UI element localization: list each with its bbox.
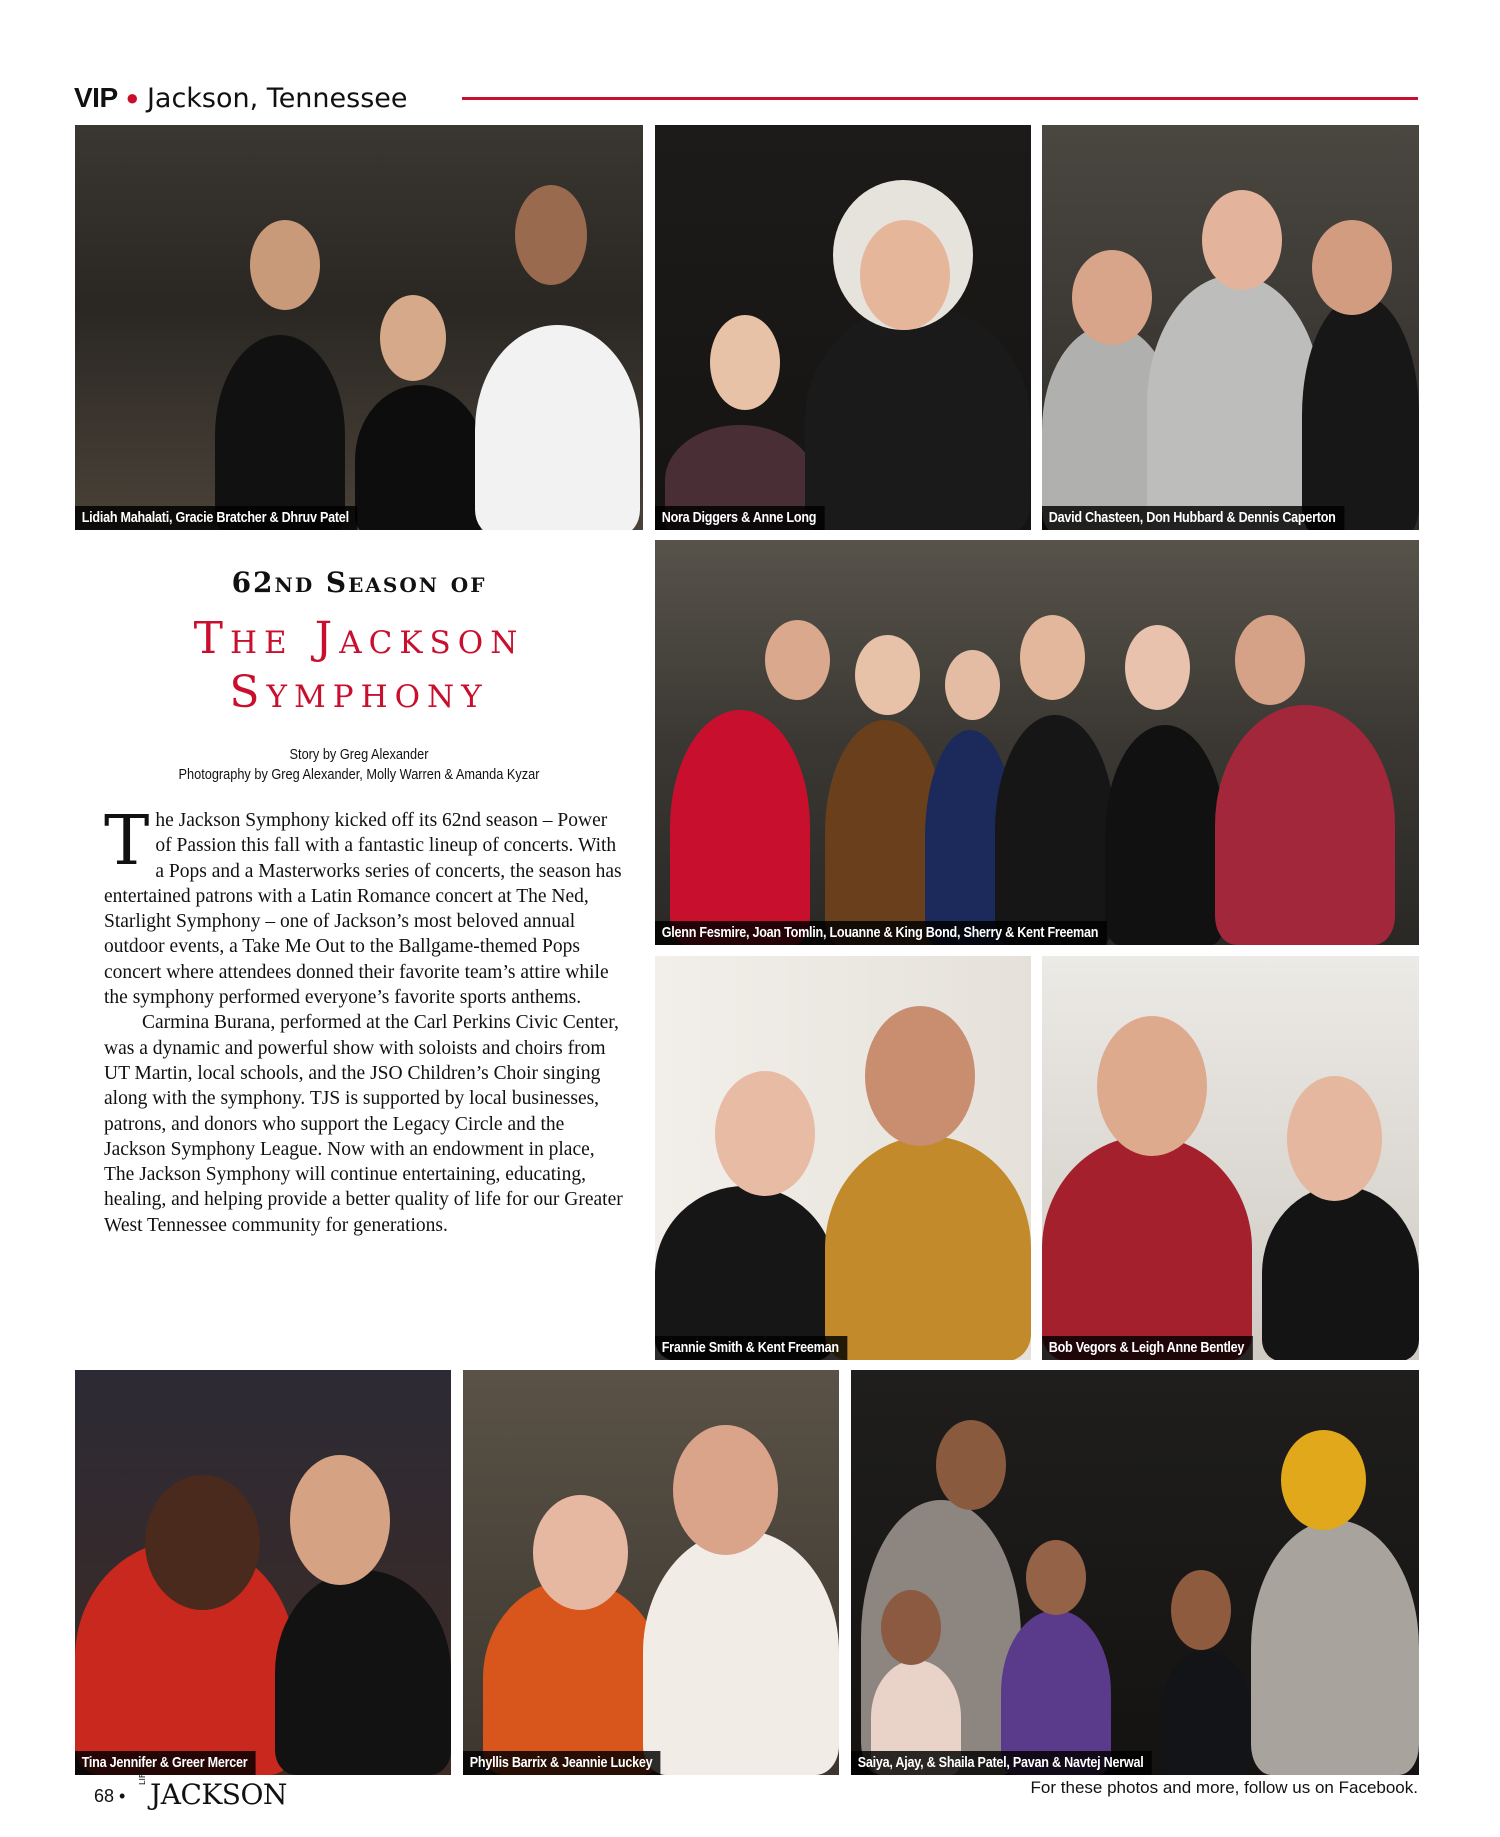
photo-7[interactable] <box>75 1370 451 1775</box>
article-body <box>104 802 624 1238</box>
photo-1[interactable] <box>75 125 643 530</box>
photo-caption: Phyllis Barrix & Jeannie Luckey <box>463 1751 661 1775</box>
title-line-1: The Jackson <box>193 613 525 664</box>
photo-9[interactable] <box>851 1370 1419 1775</box>
photo-caption: Bob Vegors & Leigh Anne Bentley <box>1042 1336 1253 1360</box>
photo-5[interactable] <box>655 956 1031 1360</box>
photo-credit: Photography by Greg Alexander, Molly Warren & Amanda Kyzar <box>178 766 540 783</box>
photo-6[interactable] <box>1042 956 1419 1360</box>
magazine-logo: JACKSON <box>150 1778 287 1811</box>
photo-3[interactable] <box>1042 125 1419 530</box>
section-label: VIP <box>74 82 118 113</box>
section-header <box>74 80 408 116</box>
bullet-dot: ● <box>125 85 139 110</box>
title-line-2: Symphony <box>229 667 489 718</box>
photo-caption: David Chasteen, Don Hubbard & Dennis Caperton <box>1042 506 1344 530</box>
article-title <box>74 612 644 720</box>
facebook-note: For these photos and more, follow us on Facebook. <box>1030 1778 1418 1797</box>
photo-2[interactable] <box>655 125 1031 530</box>
logo-small-text: LIFE <box>138 1768 147 1785</box>
photo-caption: Frannie Smith & Kent Freeman <box>655 1336 847 1360</box>
photo-caption: Nora Diggers & Anne Long <box>655 506 825 530</box>
paragraph-2: Carmina Burana, performed at the Carl Perkins Civic Center, was a dynamic and powerful show with soloists and choirs from UT Martin, local schools, and the JSO Children’s Choir singing along with the symphony. TJS is supported by local businesses, patrons, and donors who support the Legacy Circle and the Jackson Symphony League. Now with an endowment in place, The Jackson Symphony will continue entertaining, educating, healing, and helping provide a better quality of life for our Greater West Tennessee community for generations. <box>104 1012 623 1236</box>
paragraph-1-text: he Jackson Symphony kicked off its 62nd season – Power of Passion this fall with a fantastic lineup of concerts. With a Pops and a Masterworks series of concerts, the season has entertained patrons with a Latin Romance concert at The Ned, Starlight Symphony – one of Jackson’s most beloved annual outdoor events, a Take Me Out to the Ballgame-themed Pops concert where attendees donned their favorite team’s attire while the symphony performed everyone’s favorite sports anthems. <box>104 810 622 1009</box>
page-number: 68 • <box>94 1786 126 1806</box>
photo-8[interactable] <box>463 1370 839 1775</box>
paragraph-1 <box>104 802 624 1010</box>
photo-caption: Lidiah Mahalati, Gracie Bratcher & Dhruv Patel <box>75 506 357 530</box>
photo-caption: Tina Jennifer & Greer Mercer <box>75 1751 256 1775</box>
page-number-value: 68 <box>94 1786 115 1806</box>
photo-caption: Glenn Fesmire, Joan Tomlin, Louanne & King Bond, Sherry & Kent Freeman <box>655 921 1107 945</box>
header-rule <box>462 97 1418 100</box>
location-label: Jackson, Tennessee <box>146 82 408 114</box>
photo-caption: Saiya, Ajay, & Shaila Patel, Pavan & Navtej Nerwal <box>851 1751 1152 1775</box>
drop-cap: T <box>104 802 150 881</box>
article-kicker: 62nd Season of <box>231 566 487 599</box>
photo-4[interactable] <box>655 540 1419 945</box>
story-credit: Story by Greg Alexander <box>289 746 429 763</box>
